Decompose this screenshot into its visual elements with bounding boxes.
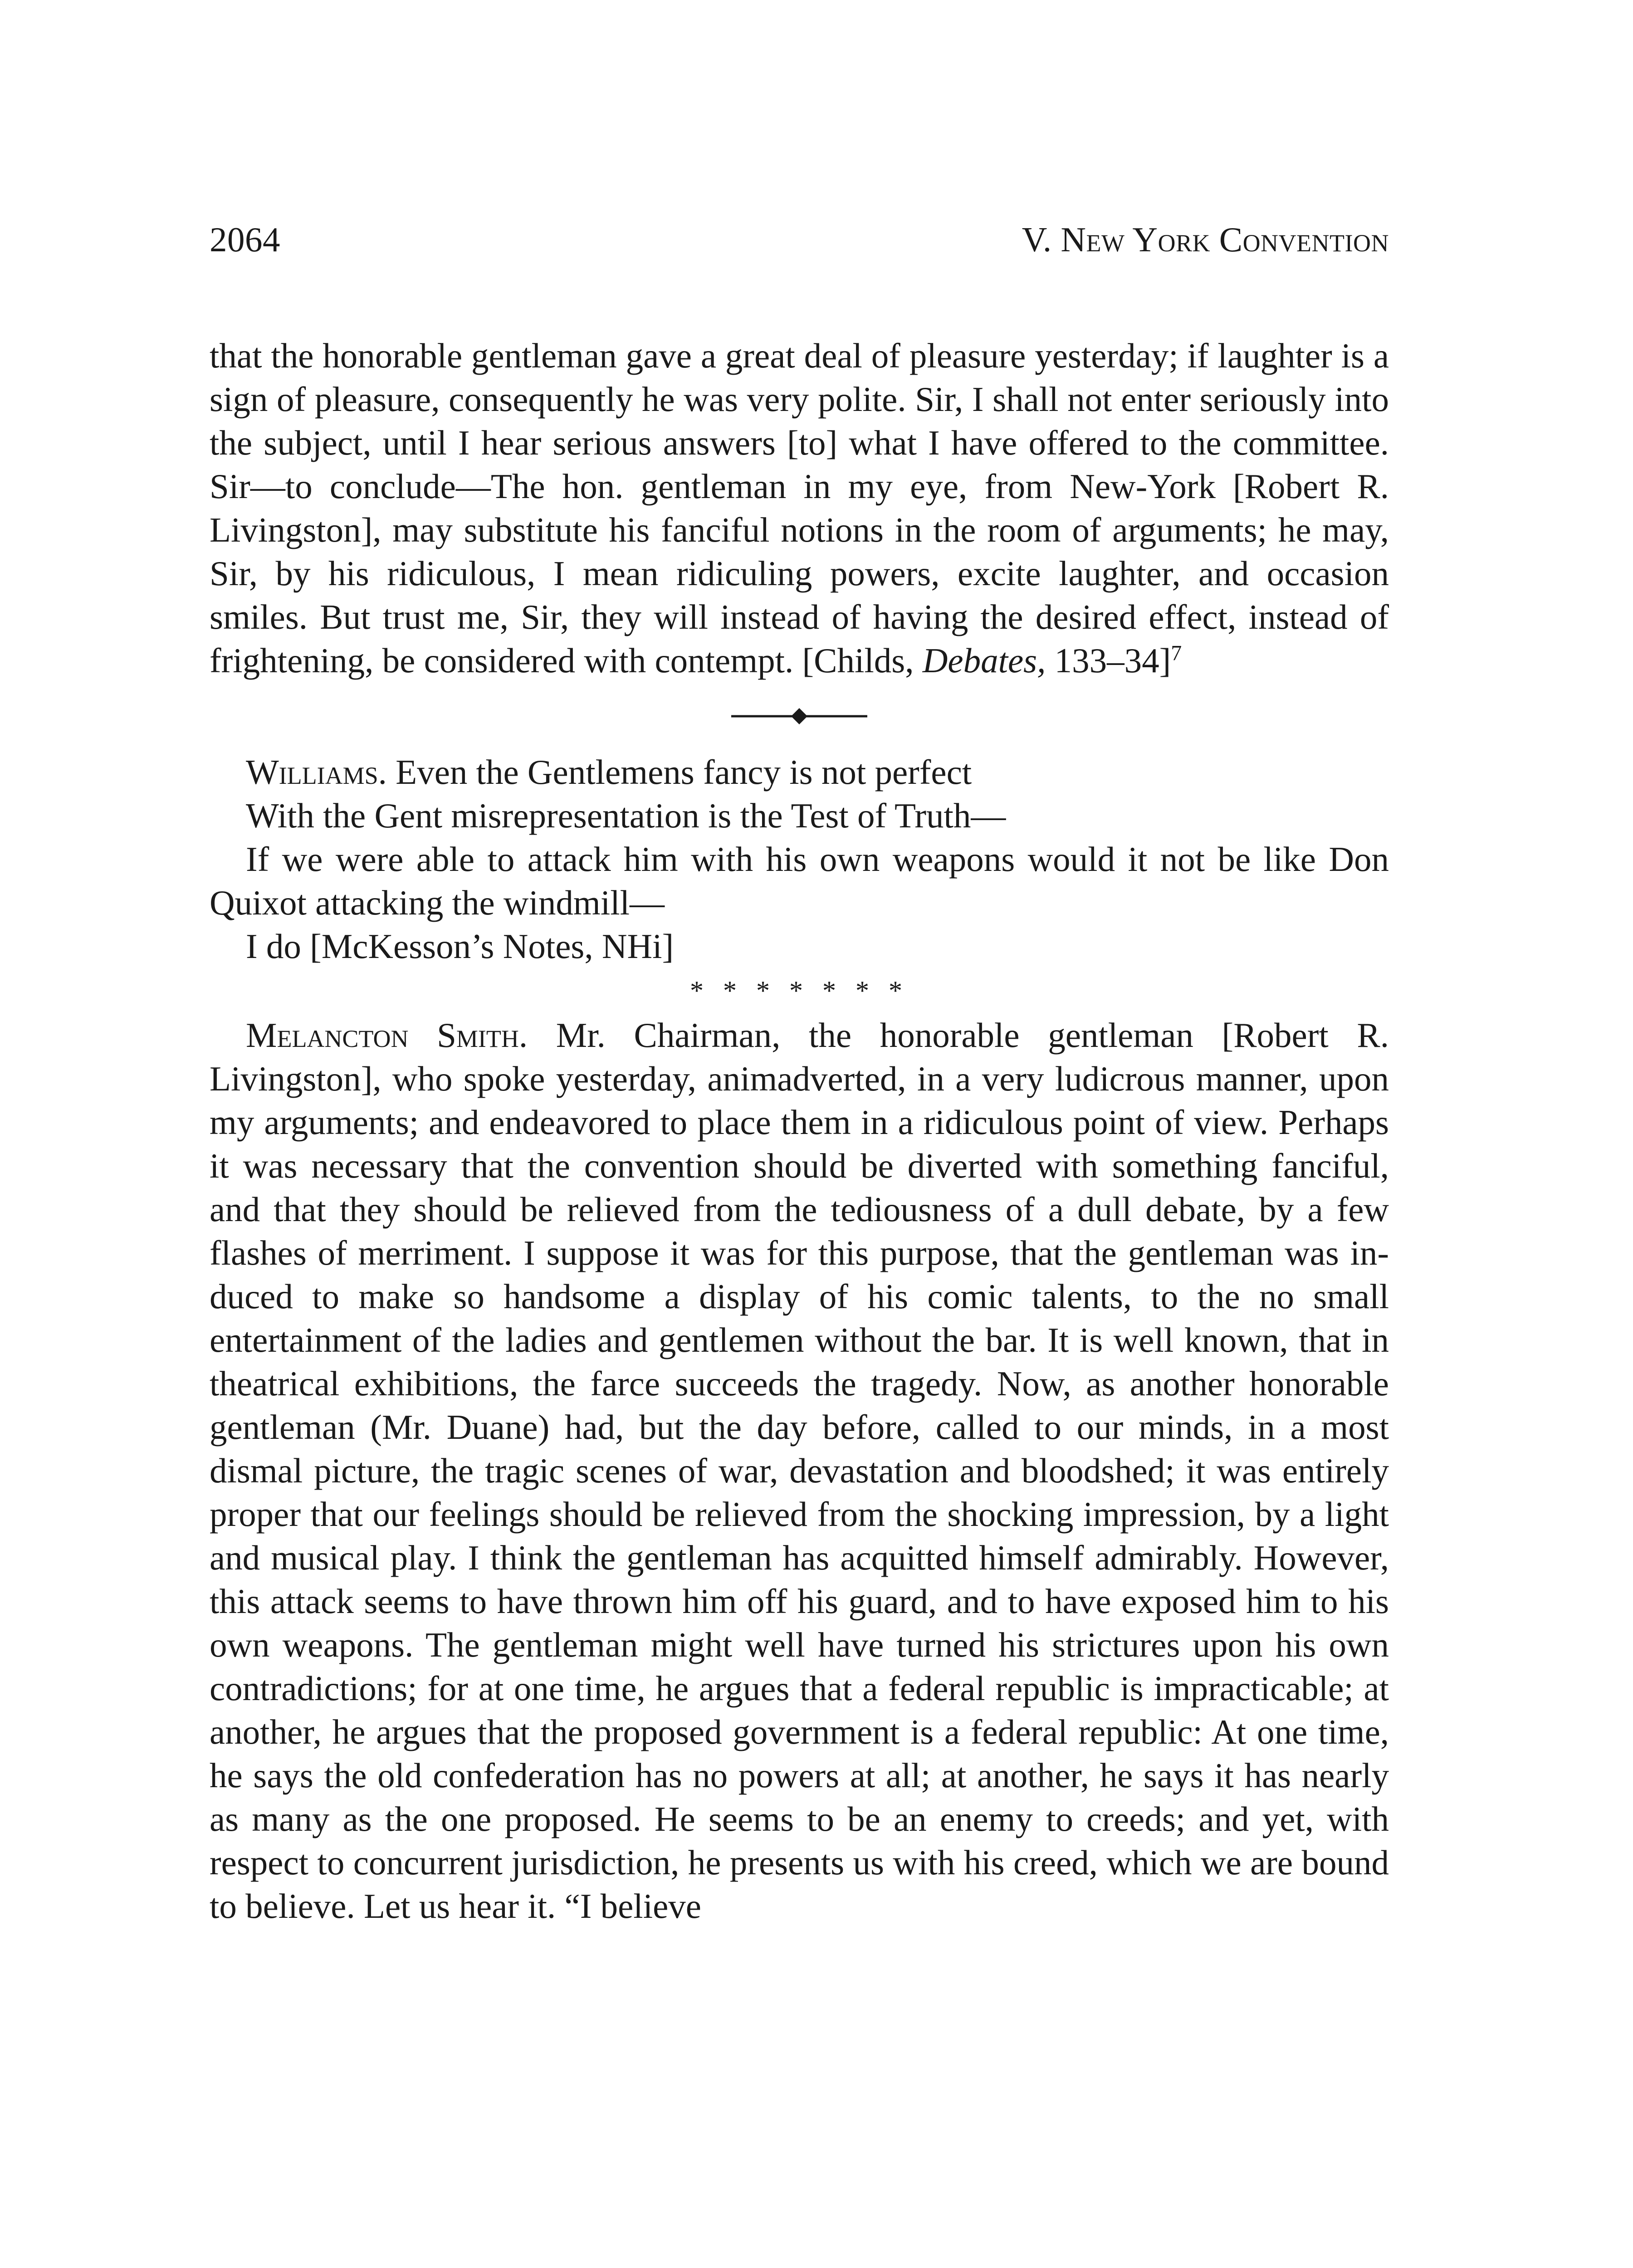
- speaker-name: Williams.: [246, 753, 387, 792]
- citation-title: Debates,: [922, 641, 1046, 680]
- diamond-rule-icon: [731, 707, 867, 725]
- note-line: If we were able to attack him with his own weapons would it not be like Don Quixot attacking the windmill—: [210, 840, 1389, 922]
- speaker-name: Melancton Smith.: [246, 1016, 528, 1055]
- running-head: [210, 218, 1389, 261]
- speech-text: Mr. Chairman, the honorable gentleman [Robert R. Livingston], who spoke yesterday, animadverted, in a very ludicrous manner, upon my arguments; and endeavored to place them in a ridiculous point of view. Perhaps it was necessary that the convention should be diverted with something fanciful, and that they should be relieved from the tediousness of a dull debate, by a few flashes of merriment. I suppose it was for this purpose, that the gentleman was induced to make so handsome a display of his comic talents, to the no small entertainment of the ladies and gentlemen without the bar. It is well known, that in theatrical exhibitions, the farce succeeds the tragedy. Now, as another honorable gentleman (Mr. Duane) had, but the day before, called to our minds, in a most dismal picture, the tragic scenes of war, devastation and bloodshed; it was entirely proper that our feelings should be relieved from the shocking impression, by a light and musical play. I think the gentleman has acquitted himself admirably. However, this attack seems to have thrown him off his guard, and to have exposed him to his own weapons. The gentleman might well have turned his strictures upon his own contradictions; for at one time, he argues that a federal republic is impracticable; at another, he argues that the proposed government is a federal republic: At one time, he says the old confederation has no powers at all; at another, he says it has nearly as many as the one proposed. He seems to be an enemy to creeds; and yet, with respect to concurrent jurisdiction, he presents us with his creed, which we are bound to believe. Let us hear it. “I believe: [210, 1016, 1389, 1926]
- footnote-reference[interactable]: 7: [1171, 641, 1182, 665]
- williams-notes: [210, 750, 1389, 968]
- note-line: I do [McKesson’s Notes, NHi]: [246, 927, 674, 966]
- page-number: 2064: [210, 220, 280, 259]
- running-title: V. New York Convention: [1022, 220, 1389, 259]
- paragraph-continuation: [210, 334, 1389, 682]
- section-separator: * * * * * * *: [690, 976, 909, 1006]
- paragraph-smith-speech: [210, 1013, 1389, 1928]
- note-line: [210, 750, 1389, 794]
- section-ornament: [210, 682, 1389, 750]
- note-line: With the Gent misrepresentation is the Test of Truth—: [246, 796, 1006, 835]
- document-page: [210, 218, 1389, 1928]
- citation-pages: 133–34]: [1046, 641, 1171, 680]
- note-text: Even the Gentlemens fancy is not perfect: [386, 753, 972, 792]
- paragraph-text: that the honorable gentleman gave a great deal of pleasure yesterday; if laughter is a sign of pleasure, consequently he was very polite. Sir, I shall not enter seriously into the subject, until I hear serious answers [to] what I have offered to the committee. Sir—to conclude—The hon. gentleman in my eye, from New-York [Robert R. Livingston], may substitute his fanciful notions in the room of arguments; he may, Sir, by his ridiculous, I mean ridiculing powers, excite laughter, and occasion smiles. But trust me, Sir, they will instead of having the desired effect, instead of frightening, be considered with contempt. [Childs,: [210, 336, 1389, 680]
